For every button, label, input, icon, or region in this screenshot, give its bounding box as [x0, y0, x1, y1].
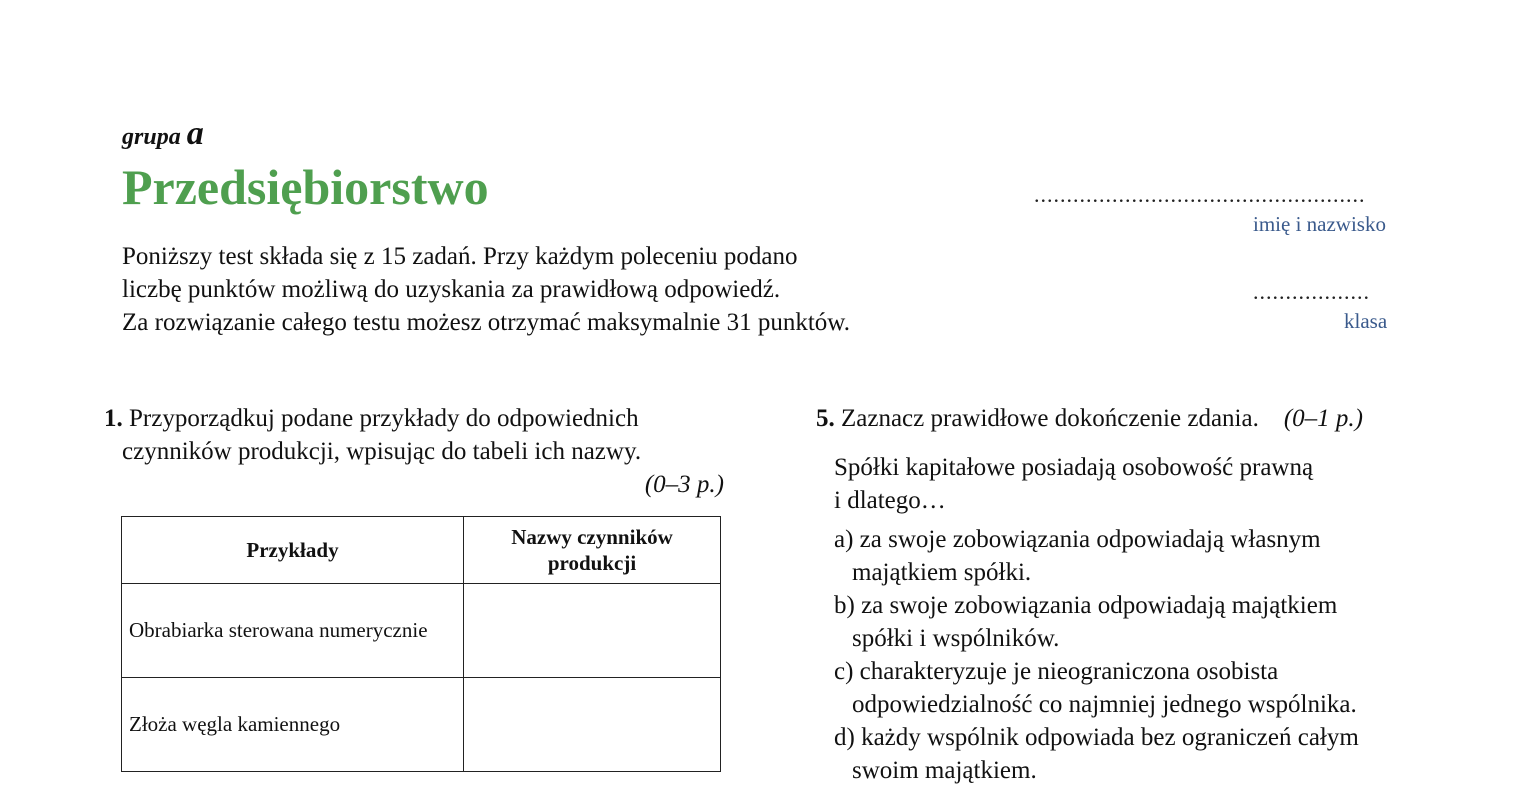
table-row	[122, 584, 721, 678]
option-text: b) za swoje zobowiązania odpowiadają majątkiem	[834, 592, 1338, 619]
answer-cell[interactable]	[464, 678, 721, 772]
table-header-row	[122, 517, 721, 584]
name-field[interactable]: ...................................................	[1034, 182, 1366, 207]
question-points: (0–1 p.)	[1283, 405, 1363, 432]
question-5-header	[816, 402, 1456, 435]
group-letter: a	[186, 115, 204, 152]
question-number: 5.	[816, 405, 835, 432]
question-text: Zaznacz prawidłowe dokończenie zdania.	[841, 405, 1259, 432]
answer-option-a[interactable]	[834, 523, 1456, 589]
answer-cell[interactable]	[464, 584, 721, 678]
stem-line: i dlatego…	[834, 487, 946, 514]
question-text: Przyporządkuj podane przykłady do odpowiednich	[129, 405, 639, 432]
question-text: czynników produkcji, wpisując do tabeli ich nazwy.	[122, 438, 642, 465]
option-text: majątkiem spółki.	[852, 559, 1032, 586]
name-field-label: imię i nazwisko	[1253, 212, 1386, 236]
question-1-first-line	[104, 402, 734, 435]
test-instructions	[122, 240, 850, 339]
group-word: grupa	[122, 124, 181, 150]
option-text: d) każdy wspólnik odpowiada bez ograniczeń całym	[834, 724, 1359, 751]
answer-option-b[interactable]	[834, 589, 1456, 655]
answer-option-c[interactable]	[834, 655, 1456, 721]
option-text: a) za swoje zobowiązania odpowiadają własnym	[834, 526, 1321, 553]
question-number: 1.	[104, 405, 123, 432]
page-title: Przedsiębiorstwo	[122, 159, 489, 215]
option-text: odpowiedzialność co najmniej jednego wspólnika.	[852, 691, 1357, 718]
question-5	[816, 402, 1456, 787]
answer-option-d[interactable]	[834, 721, 1456, 787]
question-points: (0–3 p.)	[644, 471, 724, 498]
column-header-factor-names: Nazwy czynników produkcji	[464, 517, 721, 584]
option-text: spółki i wspólników.	[852, 625, 1060, 652]
option-text: c) charakteryzuje je nieograniczona osobista	[834, 658, 1279, 685]
stem-line: Spółki kapitałowe posiadają osobowość prawną	[834, 454, 1314, 481]
group-label	[122, 114, 204, 157]
answer-options	[816, 523, 1456, 787]
instruction-line: Poniższy test składa się z 15 zadań. Przy każdym poleceniu podano	[122, 243, 798, 270]
table-row	[122, 678, 721, 772]
instruction-line: liczbę punktów możliwą do uzyskania za prawidłową odpowiedź.	[122, 276, 781, 303]
class-field-label: klasa	[1344, 309, 1388, 333]
option-text: swoim majątkiem.	[852, 757, 1037, 784]
column-header-examples: Przykłady	[122, 517, 464, 584]
example-cell: Obrabiarka sterowana numerycznie	[122, 584, 464, 678]
factors-of-production-table	[121, 516, 721, 772]
instruction-line: Za rozwiązanie całego testu możesz otrzymać maksymalnie 31 punktów.	[122, 309, 850, 336]
question-stem	[816, 451, 1456, 517]
example-cell: Złoża węgla kamiennego	[122, 678, 464, 772]
question-1	[104, 402, 734, 501]
class-field[interactable]: ..................	[1253, 279, 1370, 304]
